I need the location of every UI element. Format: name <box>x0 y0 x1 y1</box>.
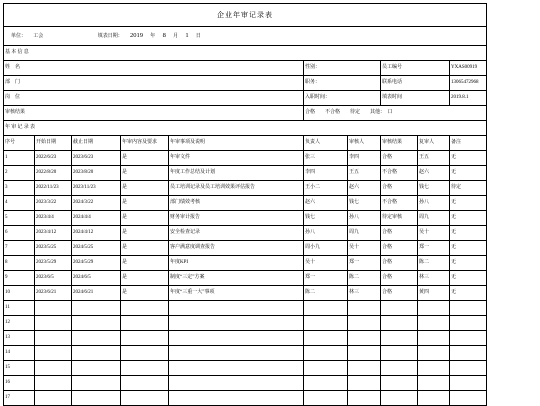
table-cell: 孙八 <box>418 196 450 211</box>
table-cell: 吴十 <box>348 241 381 256</box>
table-cell: 不合格 <box>381 166 418 181</box>
table-cell <box>381 331 418 346</box>
table-row <box>4 316 487 331</box>
column-header: 序号 <box>4 136 35 151</box>
table-cell <box>304 301 348 316</box>
table-cell: 2023/5/29 <box>35 256 72 271</box>
table-cell <box>450 301 487 316</box>
date-day: 1 <box>185 31 189 39</box>
table-cell <box>121 316 169 331</box>
table-cell: 是 <box>121 256 169 271</box>
table-cell: 2023/4/4 <box>35 211 72 226</box>
table-cell: 2023/6/23 <box>72 151 121 166</box>
table-cell <box>381 361 418 376</box>
column-header: 复审人 <box>418 136 450 151</box>
column-header: 负责人 <box>304 136 348 151</box>
table-cell <box>348 376 381 391</box>
table-cell <box>348 331 381 346</box>
table-cell <box>72 361 121 376</box>
table-cell <box>35 301 72 316</box>
form-title: 企业年审记录表 <box>4 4 487 27</box>
column-header: 年审事项及说明 <box>169 136 304 151</box>
table-cell <box>381 301 418 316</box>
table-cell: 是 <box>121 226 169 241</box>
table-cell <box>35 346 72 361</box>
table-row <box>4 181 487 196</box>
unit-label: 单位： <box>11 33 27 39</box>
table-cell <box>35 316 72 331</box>
table-cell <box>35 331 72 346</box>
table-cell <box>72 376 121 391</box>
table-cell: 无 <box>450 166 487 181</box>
table-cell <box>450 316 487 331</box>
table-cell: 2022/6/23 <box>35 151 72 166</box>
date-month: 8 <box>162 31 166 39</box>
table-cell: 林三 <box>418 271 450 286</box>
table-cell: 10 <box>4 286 35 301</box>
table-row <box>4 361 487 376</box>
table-cell: 2023/8/20 <box>72 166 121 181</box>
column-header: 审核人 <box>348 136 381 151</box>
section-basic-info: 基 本 信 息 <box>4 46 487 61</box>
table-cell <box>304 376 348 391</box>
table-cell <box>35 391 72 406</box>
table-cell <box>35 361 72 376</box>
table-cell: 是 <box>121 151 169 166</box>
table-cell: 周小九 <box>304 241 348 256</box>
table-cell <box>450 346 487 361</box>
table-cell <box>418 391 450 406</box>
table-cell: 无 <box>450 256 487 271</box>
table-cell <box>348 301 381 316</box>
table-cell: 无 <box>450 271 487 286</box>
info-result-label: 审核结果 <box>4 106 304 121</box>
table-cell <box>121 391 169 406</box>
table-cell: 郑一 <box>348 256 381 271</box>
info-result-options: 合格 不合格 待定 其他： 口 <box>304 106 487 121</box>
info-filldate-label: 填表时间 <box>381 91 450 106</box>
table-cell: 2024/4/12 <box>72 226 121 241</box>
table-cell <box>169 376 304 391</box>
table-row <box>4 151 487 166</box>
table-cell: 王小二 <box>304 181 348 196</box>
table-cell: 合格 <box>381 271 418 286</box>
table-cell <box>304 331 348 346</box>
table-cell <box>169 361 304 376</box>
table-row <box>4 196 487 211</box>
table-cell: 15 <box>4 361 35 376</box>
unit-value: 工会 <box>33 33 44 39</box>
table-cell: 钱七 <box>304 211 348 226</box>
table-cell: 2 <box>4 166 35 181</box>
table-cell: 部门绩效考核 <box>169 196 304 211</box>
table-cell <box>418 331 450 346</box>
table-cell: 无 <box>450 241 487 256</box>
table-cell <box>72 346 121 361</box>
table-cell <box>450 391 487 406</box>
table-cell: 客户满意度调查报告 <box>169 241 304 256</box>
info-dept-label: 部 门 <box>4 76 304 91</box>
table-cell <box>169 301 304 316</box>
form-sheet <box>3 3 486 406</box>
table-cell: 13 <box>4 331 35 346</box>
table-cell <box>450 376 487 391</box>
table-cell: 是 <box>121 211 169 226</box>
table-cell <box>418 301 450 316</box>
table-cell: 2023/6/21 <box>35 286 72 301</box>
table-cell: 合格 <box>381 151 418 166</box>
table-cell <box>121 361 169 376</box>
table-cell: 李四 <box>348 151 381 166</box>
table-cell: 不合格 <box>381 196 418 211</box>
table-cell: 2023/6/5 <box>35 271 72 286</box>
table-row <box>4 391 487 406</box>
table-cell: 孙八 <box>348 211 381 226</box>
table-cell: 2023/5/25 <box>35 241 72 256</box>
table-cell <box>121 331 169 346</box>
date-day-unit: 日 <box>195 33 201 39</box>
table-cell <box>121 376 169 391</box>
info-empid-value: YXAS00919 <box>450 61 487 76</box>
table-cell <box>169 331 304 346</box>
table-cell: 合格 <box>381 286 418 301</box>
table-cell: 年审文件 <box>169 151 304 166</box>
table-cell: 赵六 <box>418 166 450 181</box>
table-cell: 是 <box>121 271 169 286</box>
table-cell: 2023/4/12 <box>35 226 72 241</box>
table-cell: 是 <box>121 196 169 211</box>
table-cell: 赵六 <box>348 181 381 196</box>
section-review-records: 年 审 记 录 表 <box>4 121 487 136</box>
table-cell: 2023/11/23 <box>72 181 121 196</box>
table-cell <box>72 331 121 346</box>
table-cell <box>169 391 304 406</box>
table-cell: 合格 <box>381 256 418 271</box>
table-row <box>4 211 487 226</box>
table-cell <box>35 376 72 391</box>
table-cell: 员工培训记录及员工培训效果评估报告 <box>169 181 304 196</box>
table-cell <box>381 316 418 331</box>
table-row <box>4 271 487 286</box>
table-cell: 王五 <box>418 151 450 166</box>
table-cell: 无 <box>450 196 487 211</box>
table-cell <box>348 391 381 406</box>
table-cell <box>450 331 487 346</box>
table-cell: 陈二 <box>304 286 348 301</box>
table-row <box>4 301 487 316</box>
table-cell: 合格 <box>381 226 418 241</box>
column-header: 审核结果 <box>381 136 418 151</box>
table-cell: 无 <box>450 211 487 226</box>
table-row <box>4 346 487 361</box>
table-cell: 7 <box>4 241 35 256</box>
table-cell: 4 <box>4 196 35 211</box>
table-cell: 周九 <box>348 226 381 241</box>
info-filldate-value: 2019.8.1 <box>450 91 487 106</box>
table-cell: 制度“三定”方案 <box>169 271 304 286</box>
table-cell <box>304 391 348 406</box>
table-cell: 无 <box>450 151 487 166</box>
table-cell: 2022/11/23 <box>35 181 72 196</box>
table-cell <box>418 316 450 331</box>
table-cell: 5 <box>4 211 35 226</box>
table-cell: 陈二 <box>418 256 450 271</box>
table-cell: 年度“三重一大”事项 <box>169 286 304 301</box>
table-cell: 年度KPI <box>169 256 304 271</box>
table-row <box>4 286 487 301</box>
table-row <box>4 256 487 271</box>
table-cell: 安全检查记录 <box>169 226 304 241</box>
table-cell <box>304 361 348 376</box>
meta-row <box>4 27 487 46</box>
table-cell: 2024/3/22 <box>72 196 121 211</box>
table-cell: 赵六 <box>304 196 348 211</box>
column-header: 备注 <box>450 136 487 151</box>
table-cell <box>169 346 304 361</box>
table-cell <box>169 316 304 331</box>
table-cell <box>348 361 381 376</box>
table-cell: 2024/4/4 <box>72 211 121 226</box>
table-row <box>4 376 487 391</box>
table-row <box>4 241 487 256</box>
table-cell: 是 <box>121 166 169 181</box>
table-cell: 14 <box>4 346 35 361</box>
info-name-label: 姓 名 <box>4 61 304 76</box>
table-cell: 孙八 <box>304 226 348 241</box>
table-cell <box>418 376 450 391</box>
column-header: 开始日期 <box>35 136 72 151</box>
table-cell <box>348 316 381 331</box>
table-cell: 是 <box>121 286 169 301</box>
table-cell: 是 <box>121 181 169 196</box>
info-phone-value: 13065472968 <box>450 76 487 91</box>
table-cell <box>72 391 121 406</box>
table-cell <box>418 361 450 376</box>
table-cell: 3 <box>4 181 35 196</box>
table-cell: 陈二 <box>348 271 381 286</box>
table-cell <box>450 361 487 376</box>
table-cell: 6 <box>4 226 35 241</box>
table-cell: 王五 <box>348 166 381 181</box>
table-cell <box>381 346 418 361</box>
table-row <box>4 226 487 241</box>
column-header: 年审内容及要求 <box>121 136 169 151</box>
table-cell: 吴十 <box>304 256 348 271</box>
table-cell: 林三 <box>348 286 381 301</box>
table-cell <box>72 316 121 331</box>
table-cell: 12 <box>4 316 35 331</box>
table-cell: 待定 <box>450 181 487 196</box>
table-cell: 钱七 <box>348 196 381 211</box>
table-cell <box>381 376 418 391</box>
table-row <box>4 331 487 346</box>
info-gender-label: 性别： <box>304 61 381 76</box>
table-cell <box>304 346 348 361</box>
table-cell: 年度工作总结及计划 <box>169 166 304 181</box>
table-cell: 黄四 <box>418 286 450 301</box>
date-year-unit: 年 <box>150 33 156 39</box>
table-cell: 1 <box>4 151 35 166</box>
table-cell <box>121 301 169 316</box>
table-cell: 无 <box>450 226 487 241</box>
info-empid-label: 员工编号 <box>381 61 450 76</box>
table-cell: 周九 <box>418 211 450 226</box>
info-hiredate-label: 入职时间： <box>304 91 381 106</box>
table-cell: 16 <box>4 376 35 391</box>
form-table <box>3 3 487 406</box>
table-cell: 2024/5/29 <box>72 256 121 271</box>
table-cell <box>381 391 418 406</box>
table-cell: 郑一 <box>304 271 348 286</box>
table-cell <box>304 316 348 331</box>
column-header: 截止日期 <box>72 136 121 151</box>
table-cell: 吴十 <box>418 226 450 241</box>
table-cell: 钱七 <box>418 181 450 196</box>
date-month-unit: 月 <box>173 33 179 39</box>
table-cell: 17 <box>4 391 35 406</box>
table-cell: 8 <box>4 256 35 271</box>
info-phone-label: 联系电话 <box>381 76 450 91</box>
table-cell: 11 <box>4 301 35 316</box>
table-cell: 无 <box>450 286 487 301</box>
table-cell: 是 <box>121 241 169 256</box>
info-position-label: 职务： <box>304 76 381 91</box>
table-cell: 合格 <box>381 181 418 196</box>
table-cell: 2024/6/5 <box>72 271 121 286</box>
table-cell <box>72 301 121 316</box>
table-cell: 2024/6/21 <box>72 286 121 301</box>
table-cell: 2024/5/25 <box>72 241 121 256</box>
table-cell <box>121 346 169 361</box>
table-cell: 郑一 <box>418 241 450 256</box>
table-cell: 张三 <box>304 151 348 166</box>
table-row <box>4 166 487 181</box>
table-cell: 2022/8/20 <box>35 166 72 181</box>
date-year: 2019 <box>130 31 144 39</box>
table-cell <box>418 346 450 361</box>
table-cell <box>348 346 381 361</box>
table-header-row <box>4 136 487 151</box>
table-cell: 9 <box>4 271 35 286</box>
table-cell: 财务审计报告 <box>169 211 304 226</box>
info-post-label: 岗 位 <box>4 91 304 106</box>
table-cell: 李四 <box>304 166 348 181</box>
table-cell: 合格 <box>381 241 418 256</box>
date-label: 填表日期： <box>97 33 123 39</box>
table-cell: 待定审核 <box>381 211 418 226</box>
table-cell: 2023/3/22 <box>35 196 72 211</box>
